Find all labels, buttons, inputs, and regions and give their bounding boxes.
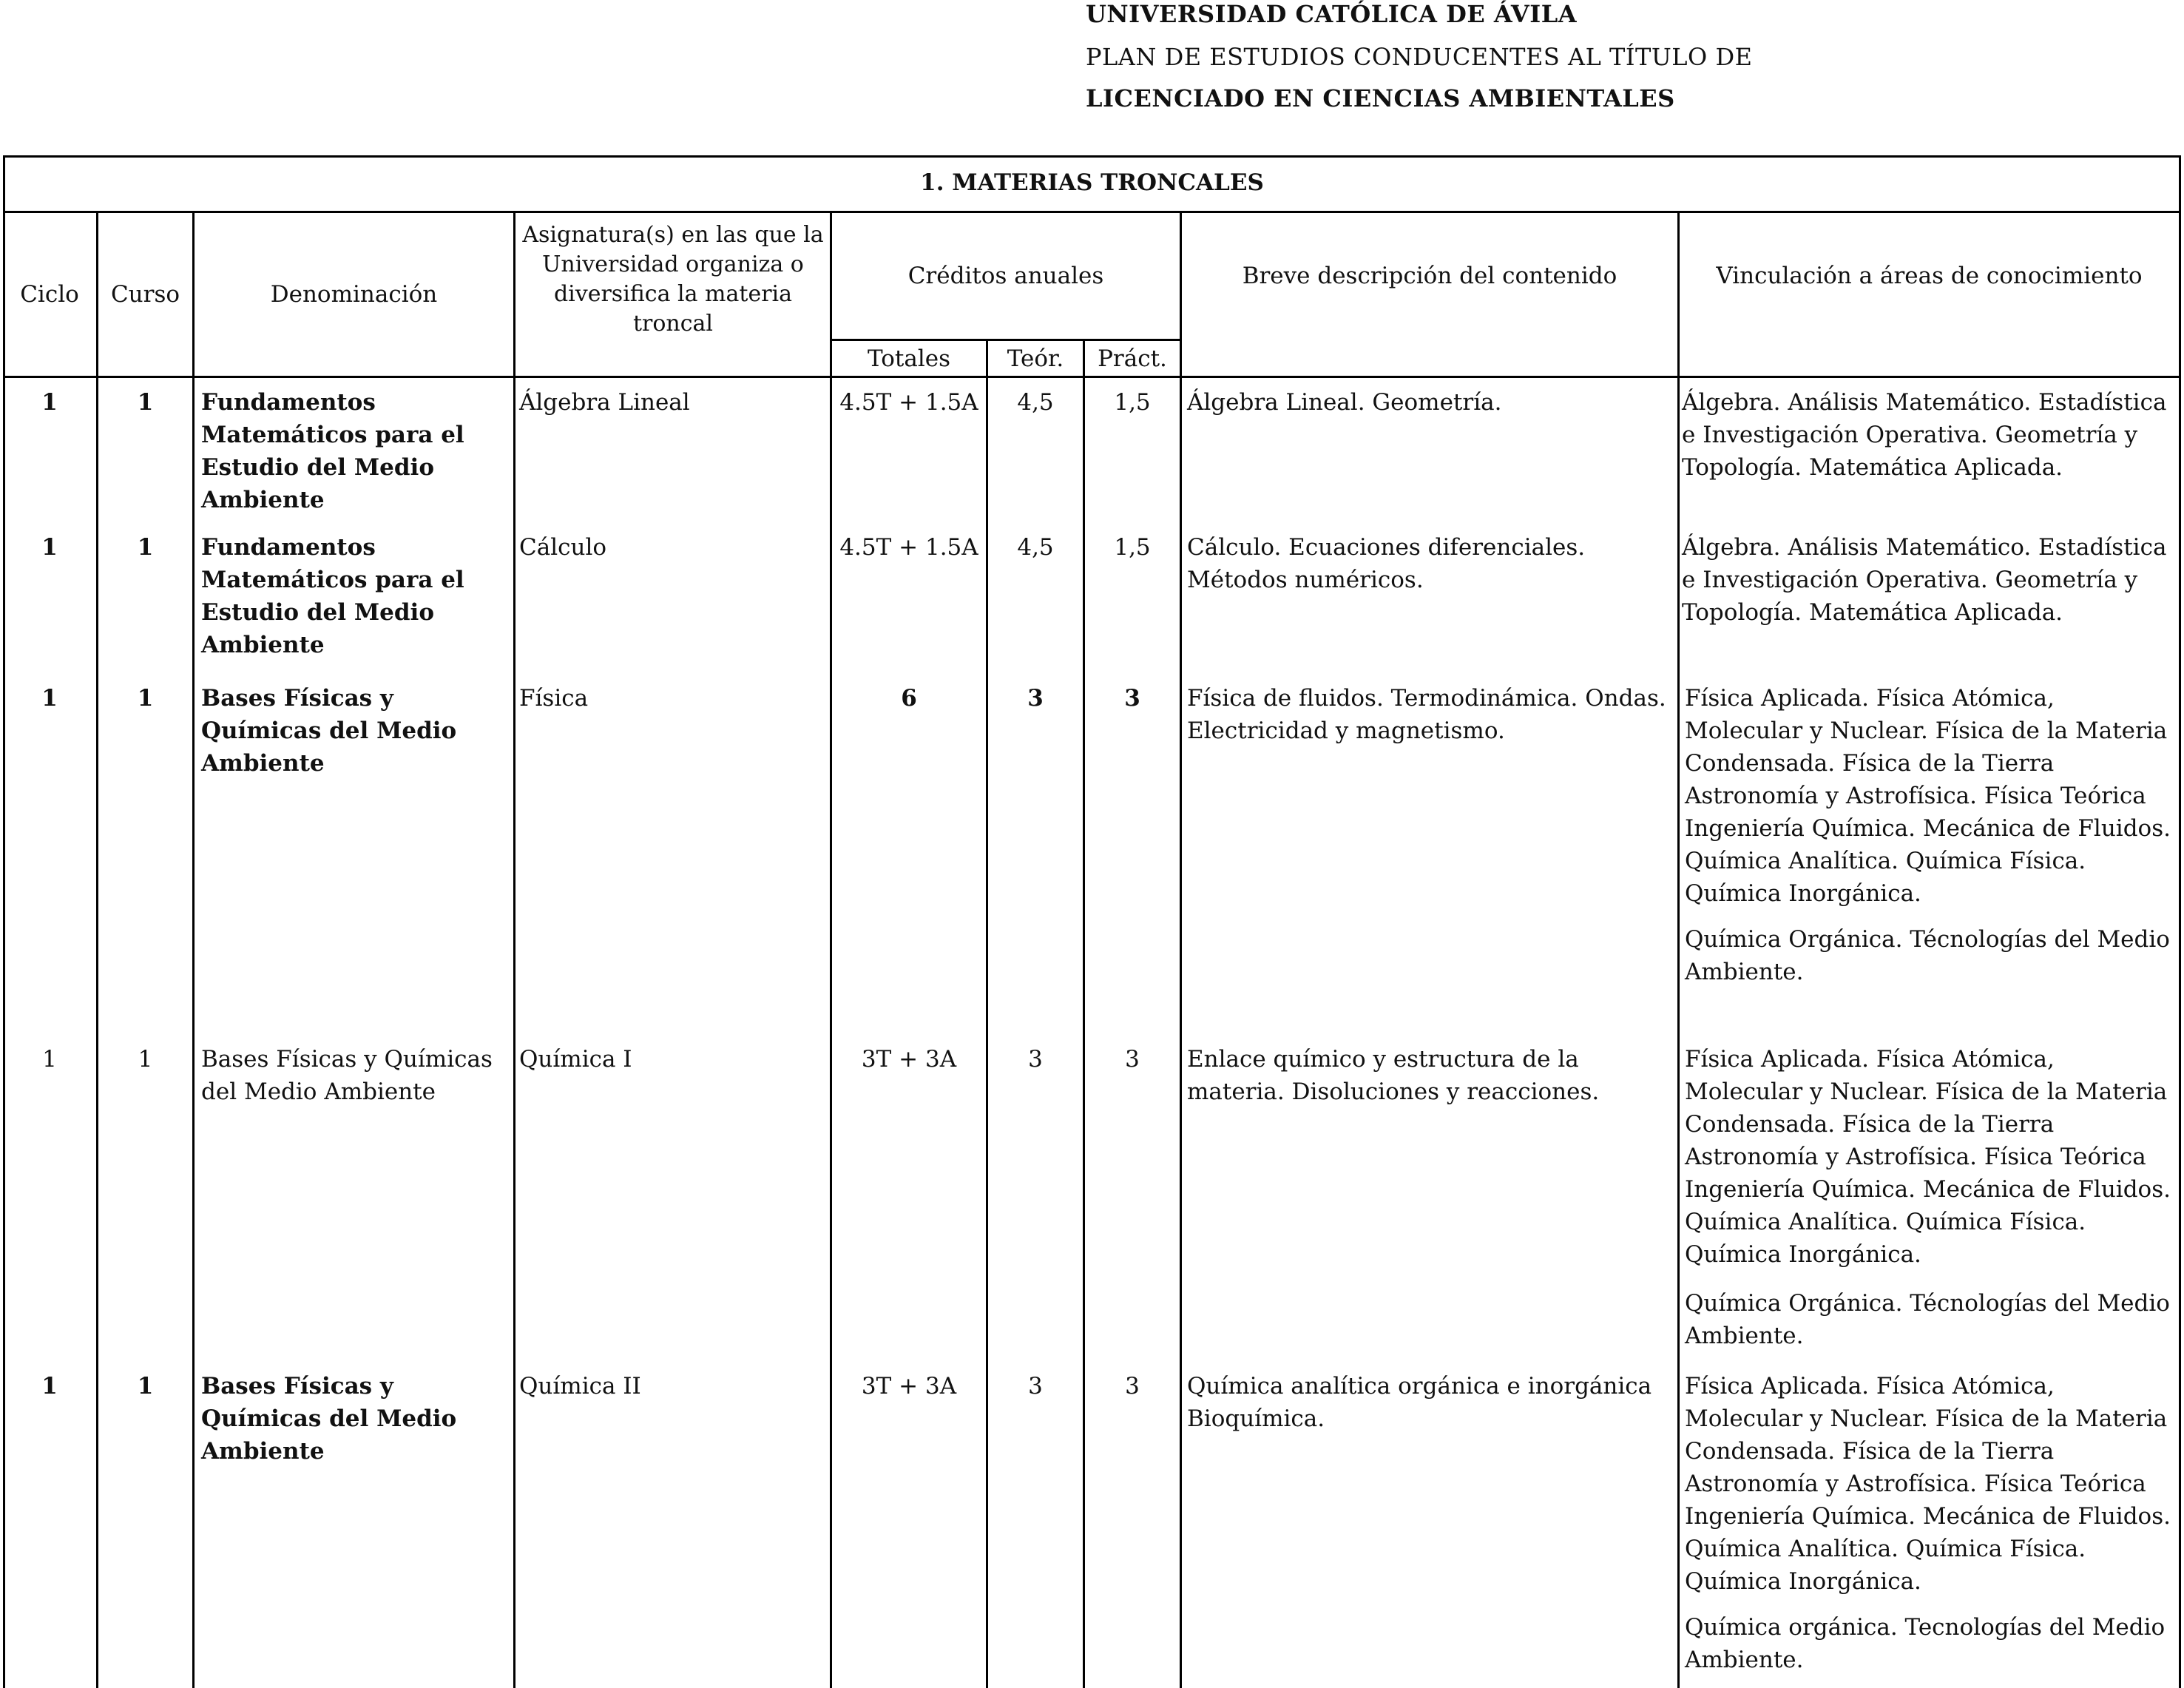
- cell-denominacion: Fundamentos Matemáticos para el Estudio del Medio Ambiente: [201, 534, 464, 658]
- cell-ciclo: 1: [41, 1373, 58, 1400]
- cell-teor: 3: [1027, 685, 1044, 712]
- cell-teor: 4,5: [1017, 534, 1054, 561]
- cell-curso: 1: [137, 1373, 154, 1400]
- cell-pract: 3: [1125, 1046, 1140, 1073]
- cell-vinculacion: Álgebra. Análisis Matemático. Estadística e Investigación Operativa. Geometría y Topología. Matemática Aplicada.: [1682, 389, 2167, 481]
- cell-descripcion: Cálculo. Ecuaciones diferenciales. Métodos numéricos.: [1187, 534, 1586, 593]
- plan-title: PLAN DE ESTUDIOS CONDUCENTES AL TÍTULO DE: [1086, 43, 1753, 71]
- cell-vinculacion: Física Aplicada. Física Atómica, Molecular y Nuclear. Física de la Materia Condensada. Física de la Tierra Astronomía y Astrofísica. Física Teórica Ingeniería Química. Mecánica de Fluidos. Química Analítica. Química Física. Química Inorgánica.: [1685, 1046, 2171, 1268]
- col-header-teor: Teór.: [1007, 345, 1064, 372]
- cell-asignatura: Química II: [519, 1373, 641, 1400]
- cell-totales: 3T + 3A: [861, 1373, 957, 1400]
- cell-teor: 4,5: [1017, 389, 1054, 416]
- cell-asignatura: Química I: [519, 1046, 632, 1073]
- col-header-descripcion: Breve descripción del contenido: [1242, 263, 1617, 289]
- cell-pract: 3: [1125, 1373, 1140, 1400]
- degree-title: LICENCIADO EN CIENCIAS AMBIENTALES: [1086, 84, 1675, 112]
- col-header-curso: Curso: [110, 281, 180, 308]
- col-header-pract: Práct.: [1098, 345, 1167, 372]
- cell-asignatura: Cálculo: [519, 534, 607, 561]
- cell-pract: 1,5: [1114, 389, 1151, 416]
- cell-curso: 1: [137, 685, 154, 712]
- cell-pract: 3: [1124, 685, 1140, 712]
- col-header-asignatura: Asignatura(s) en las que la Universidad organiza o diversifica la materia troncal: [522, 222, 824, 337]
- cell-denominacion: Bases Físicas y Químicas del Medio Ambiente: [201, 1373, 457, 1465]
- cell-ciclo: 1: [41, 685, 58, 712]
- cell-curso: 1: [137, 389, 154, 416]
- col-header-vinculacion: Vinculación a áreas de conocimiento: [1716, 263, 2143, 289]
- cell-totales: 3T + 3A: [861, 1046, 957, 1073]
- cell-totales: 4.5T + 1.5A: [839, 534, 978, 561]
- cell-totales: 4.5T + 1.5A: [839, 389, 978, 416]
- cell-vinculacion: Física Aplicada. Física Atómica, Molecular y Nuclear. Física de la Materia Condensada. Física de la Tierra Astronomía y Astrofísica. Física Teórica Ingeniería Química. Mecánica de Fluidos. Química Analítica. Química Física. Química Inorgánica.: [1685, 1373, 2171, 1595]
- cell-ciclo: 1: [41, 389, 58, 416]
- cell-vinculacion-extra: Química orgánica. Tecnologías del Medio Ambiente.: [1685, 1614, 2166, 1673]
- cell-descripcion: Álgebra Lineal. Geometría.: [1187, 389, 1502, 416]
- cell-vinculacion-extra: Química Orgánica. Técnologías del Medio Ambiente.: [1685, 1290, 2170, 1349]
- cell-descripcion: Enlace químico y estructura de la materia. Disoluciones y reacciones.: [1187, 1046, 1600, 1105]
- cell-teor: 3: [1028, 1046, 1043, 1073]
- col-header-creditos: Créditos anuales: [907, 263, 1104, 289]
- cell-curso: 1: [138, 1046, 153, 1073]
- section-title: 1. MATERIAS TRONCALES: [920, 169, 1264, 196]
- cell-curso: 1: [137, 534, 154, 561]
- cell-denominacion: Bases Físicas y Químicas del Medio Ambiente: [201, 685, 457, 777]
- university-name: UNIVERSIDAD CATÓLICA DE ÁVILA: [1086, 0, 1578, 28]
- cell-vinculacion: Física Aplicada. Física Atómica, Molecular y Nuclear. Física de la Materia Condensada. Física de la Tierra Astronomía y Astrofísica. Física Teórica Ingeniería Química. Mecánica de Fluidos. Química Analítica. Química Física. Química Inorgánica.: [1685, 685, 2171, 907]
- cell-descripcion: Química analítica orgánica e inorgánica Bioquímica.: [1187, 1373, 1652, 1432]
- cell-ciclo: 1: [42, 1046, 57, 1073]
- cell-totales: 6: [901, 685, 917, 712]
- cell-asignatura: Álgebra Lineal: [519, 389, 690, 416]
- cell-vinculacion: Álgebra. Análisis Matemático. Estadística e Investigación Operativa. Geometría y Topología. Matemática Aplicada.: [1682, 534, 2167, 626]
- cell-denominacion: Bases Físicas y Químicas del Medio Ambiente: [201, 1046, 493, 1105]
- col-header-totales: Totales: [867, 345, 951, 372]
- cell-descripcion: Física de fluidos. Termodinámica. Ondas. Electricidad y magnetismo.: [1187, 685, 1666, 744]
- cell-ciclo: 1: [41, 534, 58, 561]
- cell-asignatura: Física: [519, 685, 589, 712]
- col-header-denominacion: Denominación: [270, 281, 438, 308]
- cell-pract: 1,5: [1114, 534, 1151, 561]
- cell-denominacion: Fundamentos Matemáticos para el Estudio del Medio Ambiente: [201, 389, 464, 513]
- col-header-ciclo: Ciclo: [20, 281, 79, 308]
- cell-teor: 3: [1028, 1373, 1043, 1400]
- cell-vinculacion-extra: Química Orgánica. Técnologías del Medio Ambiente.: [1685, 926, 2170, 985]
